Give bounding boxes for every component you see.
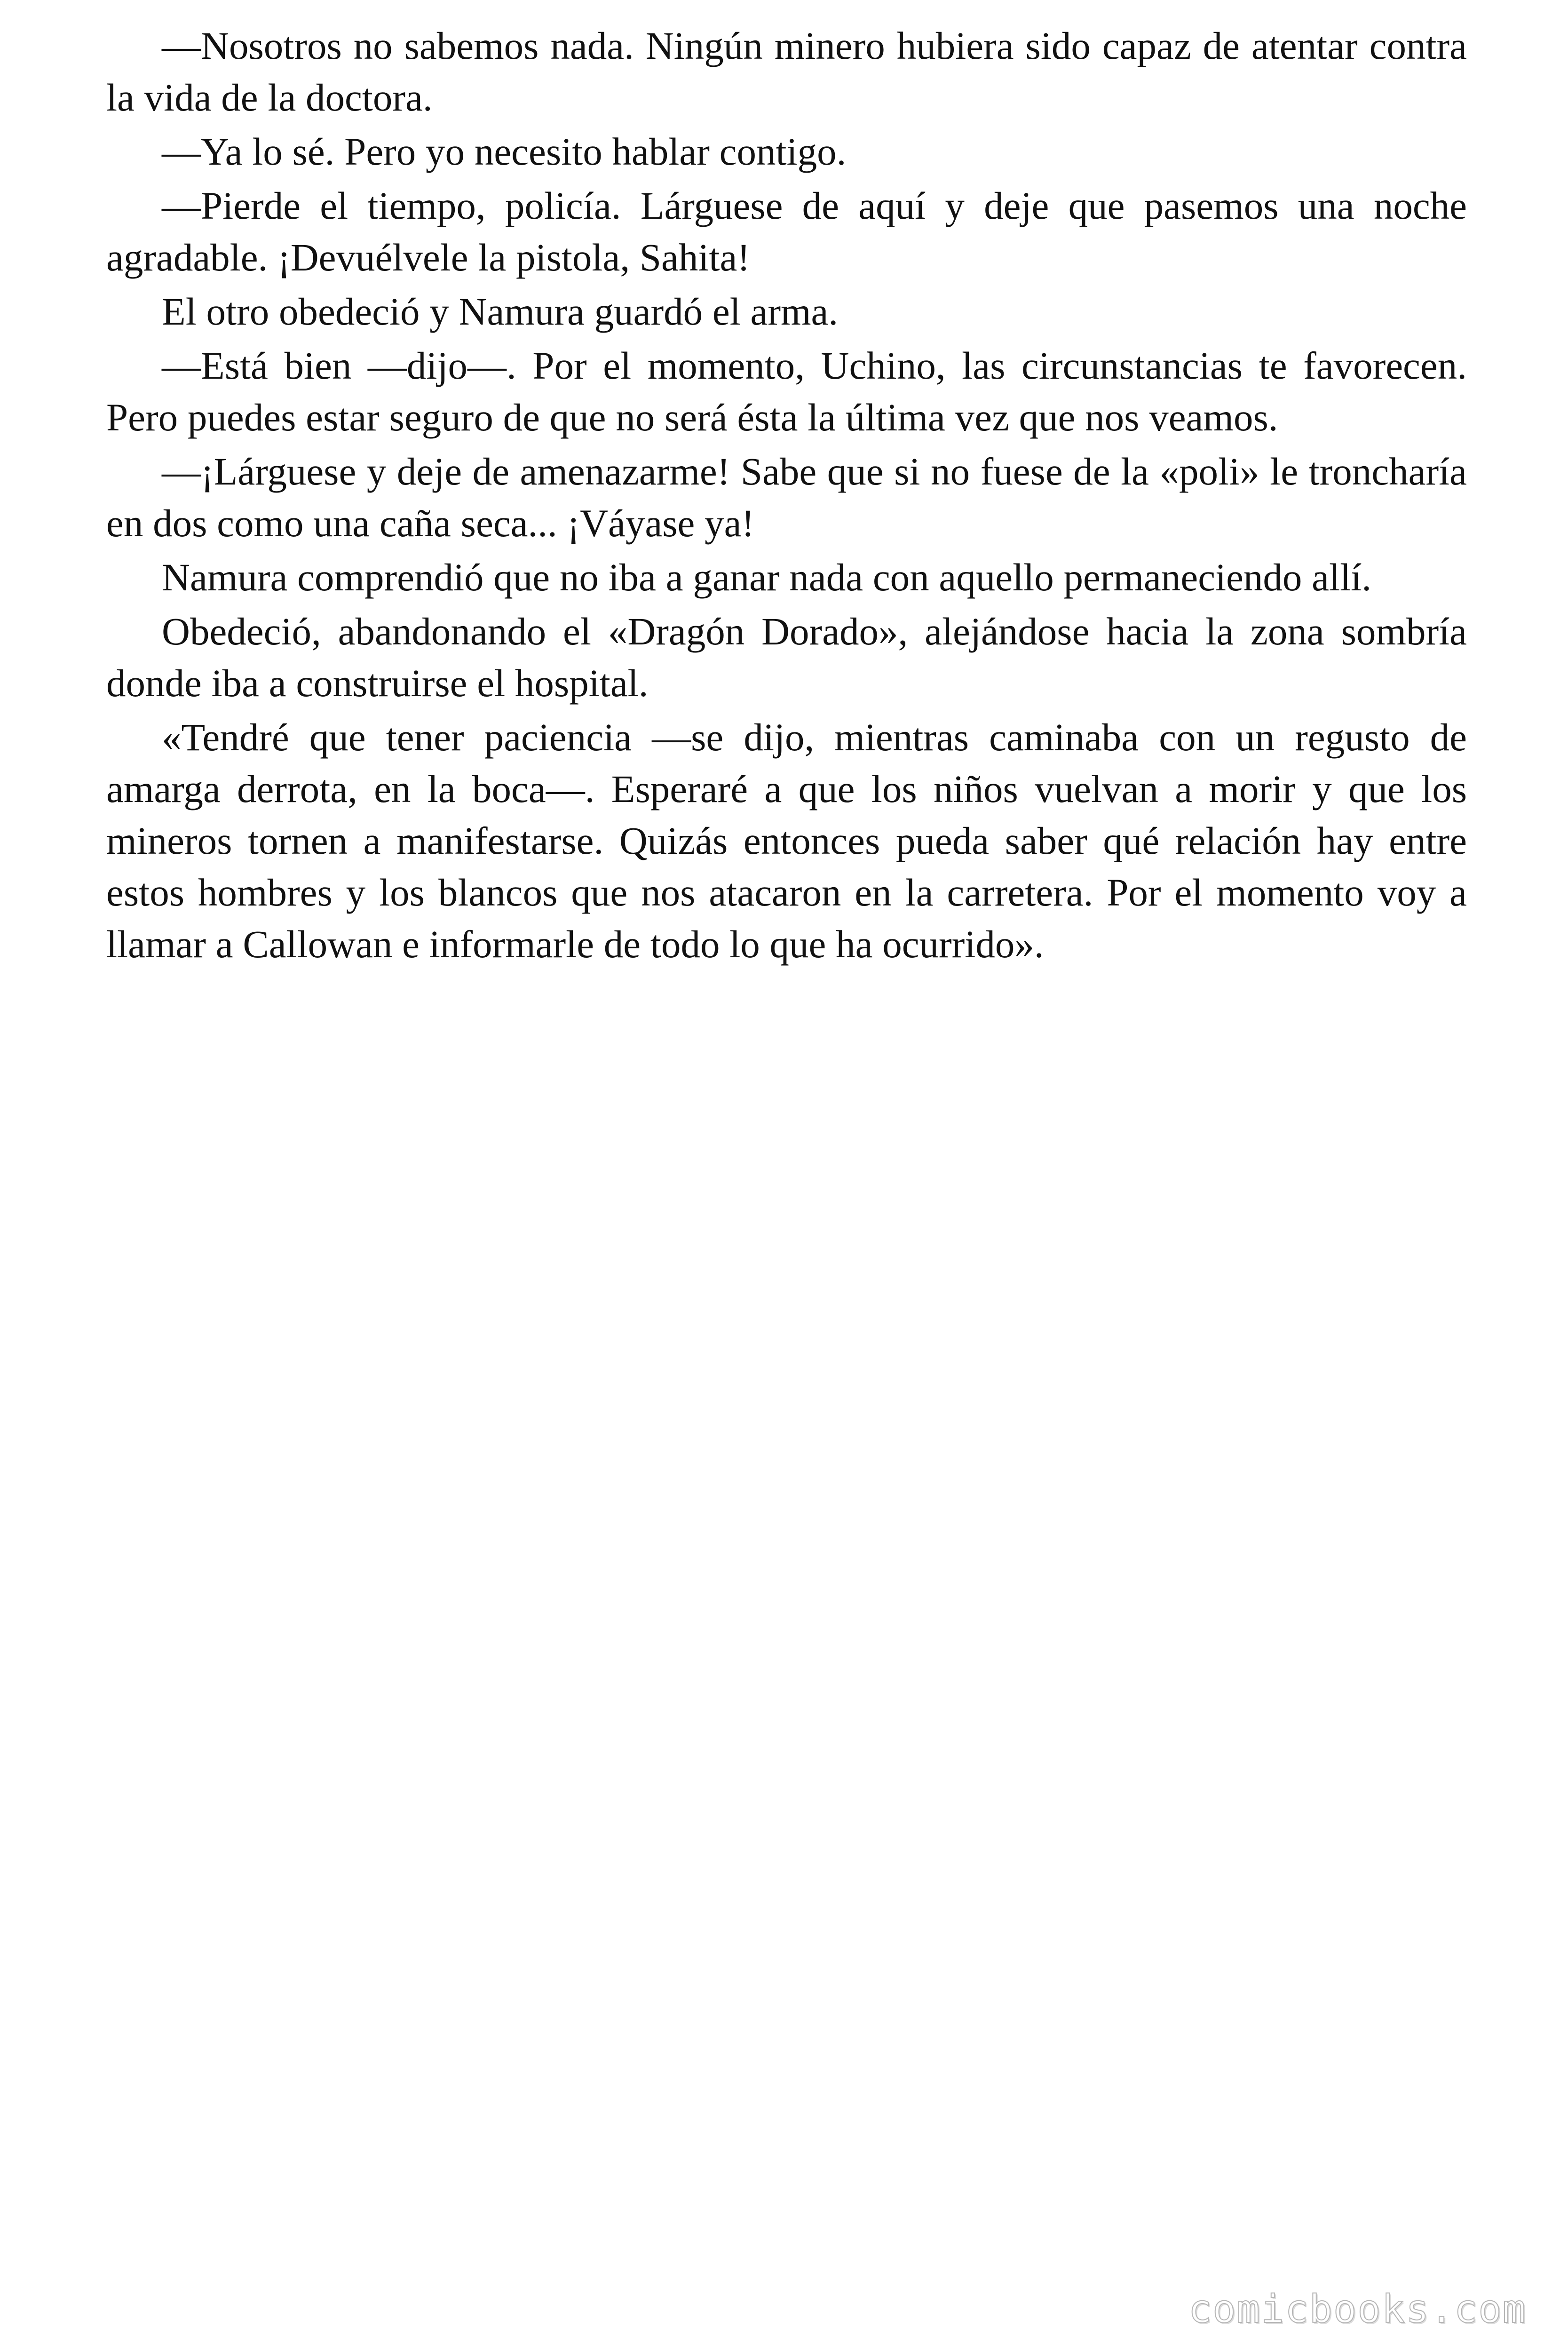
paragraph: —Nosotros no sabemos nada. Ningún minero hubiera sido capaz de atentar contra la vida de la doctora. [106,24,1467,119]
paragraph: —¡Lárguese y deje de amenazarme! Sabe que si no fuese de la «poli» le troncharía en dos como una caña seca... ¡Váyase ya! [106,450,1467,545]
watermark: comicbooks.com [1188,2287,1527,2332]
paragraph: «Tendré que tener paciencia —se dijo, mientras caminaba con un regusto de amarga derrota, en la boca—. Esperaré a que los niños vuelvan a morir y que los mineros tornen a manifestarse. Quizás entonces pueda saber qué relación hay entre estos hombres y los blancos que nos atacaron en la carretera. Por el momento voy a llamar a Callowan e informarle de todo lo que ha ocurrido». [106,715,1467,966]
paragraph: —Ya lo sé. Pero yo necesito hablar contigo. [162,130,847,173]
paragraph: El otro obedeció y Namura guardó el arma. [162,290,839,333]
paragraph: —Está bien —dijo—. Por el momento, Uchino, las circunstancias te favorecen. Pero puedes estar seguro de que no será ésta la última vez que nos veamos. [106,344,1467,439]
paragraph: Obedeció, abandonando el «Dragón Dorado», alejándose hacia la zona sombría donde iba a construirse el hospital. [106,610,1467,705]
paragraph: Namura comprendió que no iba a ganar nada con aquello permaneciendo allí. [162,556,1371,599]
body-text [106,20,1467,972]
paragraph: —Pierde el tiempo, policía. Lárguese de aquí y deje que pasemos una noche agradable. ¡Devuélvele la pistola, Sahita! [106,184,1467,279]
